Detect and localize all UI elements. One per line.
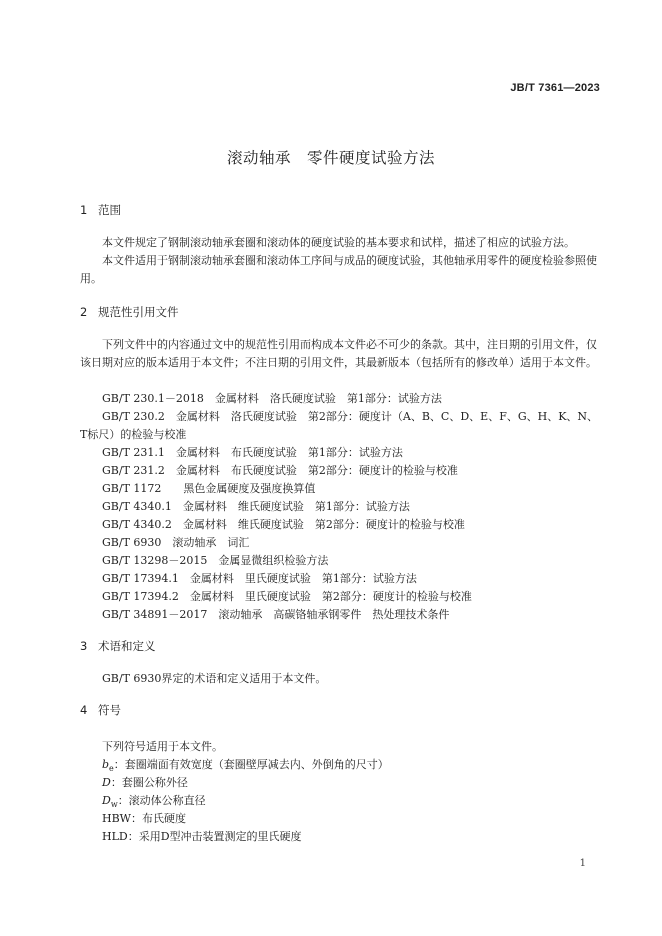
- reference-item: GB/T 4340.1 金属材料 维氏硬度试验 第1部分：试验方法: [102, 500, 410, 513]
- symbol: b: [102, 758, 110, 771]
- symbol-item: [102, 774, 188, 790]
- reference-item-continued: T标尺）的检验与校准: [80, 428, 187, 441]
- section-4-heading: [80, 702, 121, 718]
- section-title: 术语和定义: [98, 639, 156, 653]
- section-3-heading: [80, 638, 156, 654]
- document-title: 滚动轴承 零件硬度试验方法: [226, 149, 435, 167]
- scope-paragraph-1: 本文件规定了钢制滚动轴承套圈和滚动体的硬度试验的基本要求和试样，描述了相应的试验方法。: [102, 236, 575, 249]
- section-number: 1: [80, 203, 88, 217]
- reference-item: GB/T 231.1 金属材料 布氏硬度试验 第1部分：试验方法: [102, 446, 403, 459]
- terms-paragraph: GB/T 6930界定的术语和定义适用于本文件。: [102, 672, 327, 685]
- symbol-item: [102, 828, 302, 844]
- symbols-intro: 下列符号适用于本文件。: [102, 740, 223, 753]
- section-1-heading: [80, 202, 121, 218]
- symbol-description: ：套圈端面有效宽度（套圈壁厚减去内、外倒角的尺寸）: [113, 758, 389, 771]
- reference-item: GB/T 4340.2 金属材料 维氏硬度试验 第2部分：硬度计的检验与校准: [102, 518, 465, 531]
- symbol-item: [102, 810, 186, 826]
- section-number: 4: [80, 703, 88, 717]
- reference-item: GB/T 1172 黑色金属硬度及强度换算值: [102, 482, 316, 495]
- section-number: 2: [80, 305, 88, 319]
- references-intro: 下列文件中的内容通过文中的规范性引用而构成本文件必不可少的条款。其中，注日期的引用文件，仅该日期对应的版本适用于本文件；不注日期的引用文件，其最新版本（包括所有的修改单）适用于本文件。: [80, 338, 597, 369]
- symbol-description: ：布氏硬度: [130, 812, 186, 825]
- symbol: D: [102, 776, 111, 789]
- reference-item: GB/T 230.2 金属材料 洛氏硬度试验 第2部分：硬度计（A、B、C、D、E、F、G、H、K、N、: [102, 410, 599, 423]
- standard-code: JB/T 7361—2023: [510, 82, 600, 94]
- symbol-item: [102, 792, 206, 808]
- symbol-description: ：套圈公称外径: [110, 776, 188, 789]
- symbol-subscript: e: [109, 764, 114, 774]
- reference-item: GB/T 6930 滚动轴承 词汇: [102, 536, 250, 549]
- section-title: 符号: [98, 703, 121, 717]
- reference-item: GB/T 13298－2015 金属显微组织检验方法: [102, 554, 329, 567]
- reference-item: GB/T 231.2 金属材料 布氏硬度试验 第2部分：硬度计的检验与校准: [102, 464, 458, 477]
- reference-item: GB/T 230.1－2018 金属材料 洛氏硬度试验 第1部分：试验方法: [102, 392, 442, 405]
- section-number: 3: [80, 639, 88, 653]
- section-title: 规范性引用文件: [98, 305, 179, 319]
- symbol: HLD: [102, 830, 128, 843]
- reference-item: GB/T 34891－2017 滚动轴承 高碳铬轴承钢零件 热处理技术条件: [102, 608, 450, 621]
- section-title: 范围: [98, 203, 121, 217]
- section-2-heading: [80, 304, 179, 320]
- scope-paragraph-2: 本文件适用于钢制滚动轴承套圈和滚动体工序间与成品的硬度试验，其他轴承用零件的硬度检验参照使用。: [80, 254, 597, 285]
- reference-item: GB/T 17394.2 金属材料 里氏硬度试验 第2部分：硬度计的检验与校准: [102, 590, 472, 603]
- symbol-description: ：滚动体公称直径: [117, 794, 206, 807]
- reference-item: GB/T 17394.1 金属材料 里氏硬度试验 第1部分：试验方法: [102, 572, 417, 585]
- symbol: HBW: [102, 812, 131, 825]
- symbol-item: [102, 756, 389, 772]
- symbol-description: ：采用D型冲击装置测定的里氏硬度: [127, 830, 302, 843]
- symbol-subscript: w: [110, 800, 118, 810]
- symbol: D: [102, 794, 111, 807]
- page-number: 1: [579, 858, 586, 869]
